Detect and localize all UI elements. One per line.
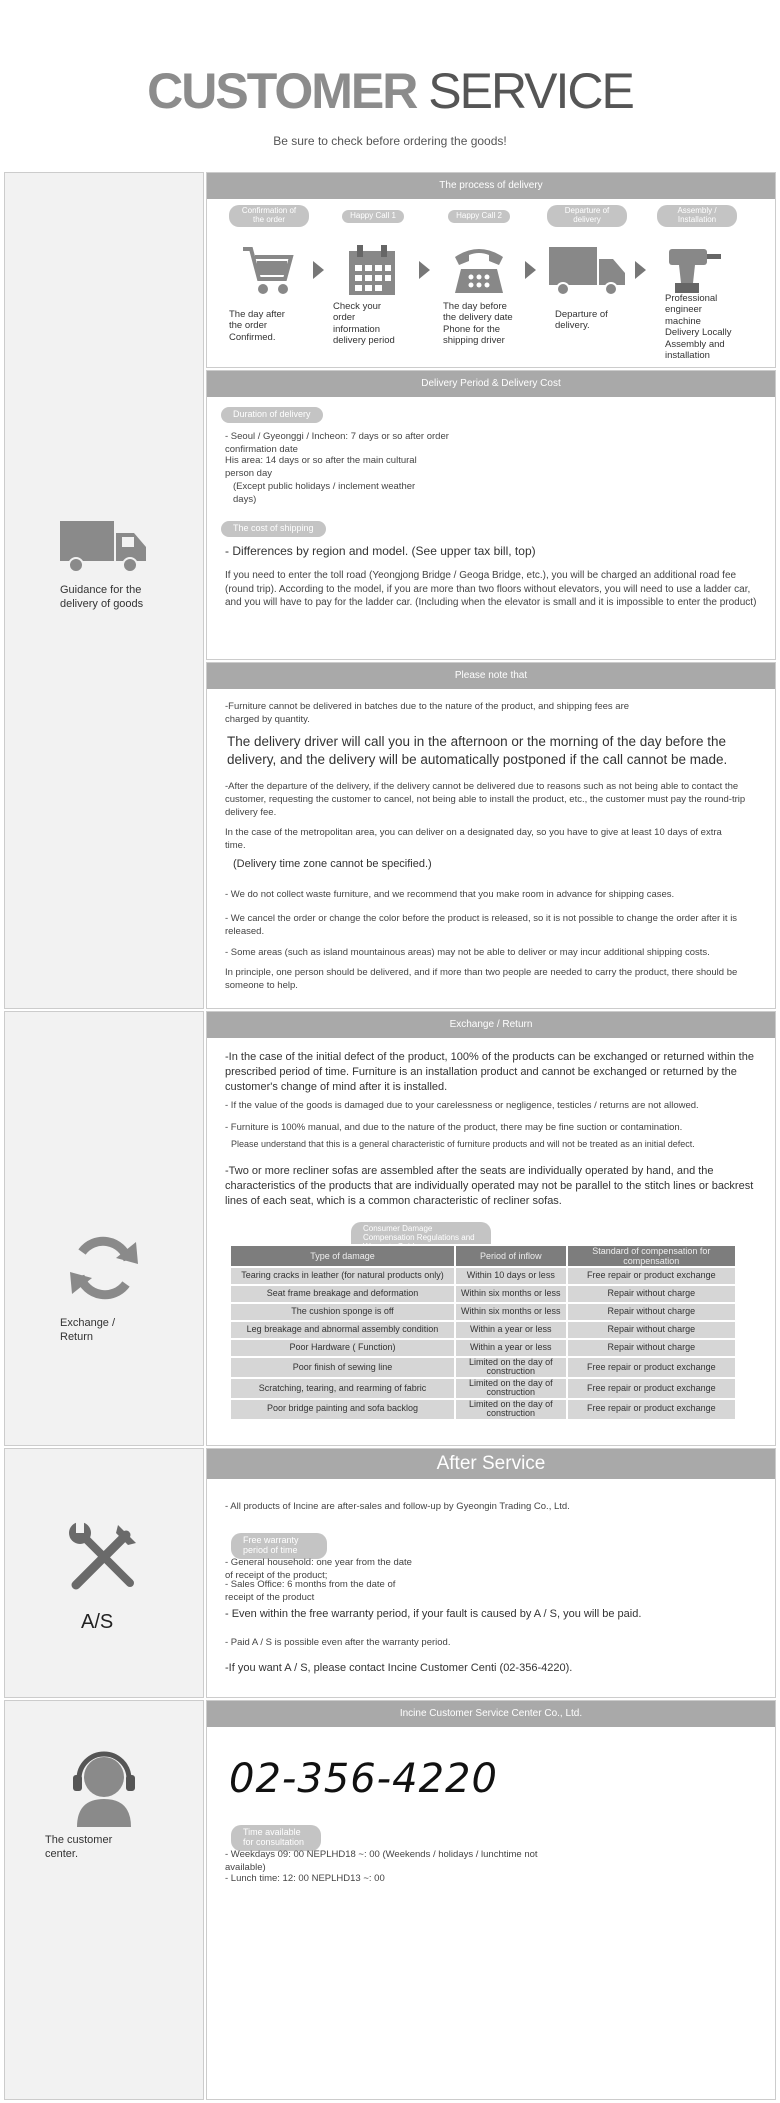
table-header: Type of damage — [230, 1245, 455, 1267]
exchange-para-1: -In the case of the initial defect of the product, 100% of the products can be exchanged or returned within the prescribed period of time. Furniture is an installation product and cannot be exchanged or returned by the customer's change of mind after it is installed. — [225, 1051, 754, 1093]
table-cell: Free repair or product exchange — [567, 1399, 736, 1420]
table-row — [230, 1339, 736, 1357]
delivery-section — [4, 172, 776, 1009]
table-cell: Seat frame breakage and deformation — [230, 1285, 455, 1303]
step-pill: Confirmation of the order — [229, 205, 309, 227]
table-row — [230, 1399, 736, 1420]
process-panel — [206, 172, 776, 368]
step-pill: Assembly / Installation — [657, 205, 737, 227]
note-5: - We do not collect waste furniture, and we recommend that you make room in advance for shipping cases. — [225, 889, 675, 900]
table-cell: Poor bridge painting and sofa backlog — [230, 1399, 455, 1420]
arrow-2 — [419, 261, 430, 279]
step-desc-2: The day before the delivery date Phone for the shipping driver — [443, 301, 513, 347]
table-cell: Limited on the day of construction — [455, 1399, 567, 1420]
table-cell: Free repair or product exchange — [567, 1267, 736, 1285]
exchange-bar: Exchange / Return — [207, 1012, 775, 1038]
table-row — [230, 1357, 736, 1378]
table-row — [230, 1303, 736, 1321]
exchange-sidebar — [4, 1011, 204, 1446]
as-section — [4, 1448, 776, 1698]
table-row — [230, 1267, 736, 1285]
step-desc-0: The day after the order Confirmed. — [229, 309, 285, 343]
step-happy-call-1 — [333, 205, 413, 223]
exchange-section — [4, 1011, 776, 1446]
note-3: In the case of the metropolitan area, you can deliver on a designated day, so you have to give at least 10 days of extra time. — [225, 827, 722, 851]
cart-icon — [241, 243, 295, 297]
table-cell: Tearing cracks in leather (for natural products only) — [230, 1267, 455, 1285]
as-bar: After Service — [207, 1449, 775, 1479]
note-4: (Delivery time zone cannot be specified.) — [233, 858, 432, 870]
table-cell: Free repair or product exchange — [567, 1357, 736, 1378]
exchange-line-2: - If the value of the goods is damaged due to your carelessness or negligence, testicles / returns are not allowed. — [225, 1100, 699, 1111]
table-cell: Within six months or less — [455, 1303, 567, 1321]
phone-number: 02-356-4220 — [229, 1756, 498, 1802]
cost-pill: The cost of shipping — [221, 521, 326, 537]
table-cell: The cushion sponge is off — [230, 1303, 455, 1321]
table-cell: Within six months or less — [455, 1285, 567, 1303]
as-line-paid: - Paid A / S is possible even after the warranty period. — [225, 1637, 451, 1648]
period-bar: Delivery Period & Delivery Cost — [207, 371, 775, 397]
refresh-icon — [66, 1230, 142, 1306]
note-8: In principle, one person should be delivered, and if more than two people are needed to carry the product, there should be someone to help. — [225, 967, 738, 991]
as-sidebar — [4, 1448, 204, 1698]
table-cell: Within a year or less — [455, 1339, 567, 1357]
center-section — [4, 1700, 776, 2100]
note-0: -Furniture cannot be delivered in batches due to the nature of the product, and shipping fees are charged by quantity. — [225, 701, 630, 725]
step-confirmation — [229, 205, 309, 227]
telephone-icon — [451, 243, 507, 297]
duration-line-1: His area: 14 days or so after the main cultural person day — [225, 455, 417, 479]
center-hours: - Weekdays 09: 00 NEPLHD18 ~: 00 (Weekends / holidays / lunchtime not available) — [225, 1849, 538, 1873]
consultation-pill: Time available for consultation — [231, 1825, 321, 1851]
table-header-row — [230, 1245, 736, 1267]
exchange-side-label: Exchange / Return — [60, 1317, 116, 1344]
step-departure — [547, 205, 627, 227]
step-desc-1: Check your order information delivery period — [333, 301, 395, 347]
as-panel — [206, 1448, 776, 1698]
center-bar: Incine Customer Service Center Co., Ltd. — [207, 1701, 775, 1727]
as-line-even: - Even within the free warranty period, if your fault is caused by A / S, you will be paid. — [225, 1608, 642, 1620]
table-cell: Poor finish of sewing line — [230, 1357, 455, 1378]
table-header: Standard of compensation for compensation — [567, 1245, 736, 1267]
table-cell: Repair without charge — [567, 1339, 736, 1357]
table-row — [230, 1378, 736, 1399]
duration-pill: Duration of delivery — [221, 407, 323, 423]
table-cell: Repair without charge — [567, 1285, 736, 1303]
arrow-1 — [313, 261, 324, 279]
headset-icon — [67, 1749, 141, 1829]
as-side-label: A/S — [81, 1611, 114, 1633]
center-sidebar — [4, 1700, 204, 2100]
table-cell: Within 10 days or less — [455, 1267, 567, 1285]
notes-bar: Please note that — [207, 663, 775, 689]
cost-line: - Differences by region and model. (See upper tax bill, top) — [225, 544, 536, 558]
step-happy-call-2 — [439, 205, 519, 223]
page-title — [0, 62, 780, 120]
arrow-4 — [635, 261, 646, 279]
table-cell: Repair without charge — [567, 1303, 736, 1321]
note-2: -After the departure of the delivery, if the delivery cannot be delivered due to reasons such as not being able to contact the customer, requesting the customer to cancel, not being able to install the product, etc., the customer must pay the round-trip delivery fee. — [225, 781, 746, 818]
table-pill: Consumer Damage Compensation Regulations and — [351, 1222, 491, 1254]
delivery-sidebar — [4, 172, 204, 1009]
step-pill: Happy Call 2 — [448, 210, 510, 223]
as-line-contact: -If you want A / S, please contact Incine Customer Centi (02-356-4220). — [225, 1662, 573, 1674]
note-6: - We cancel the order or change the color before the product is released, so it is not possible to change the order after it is released. — [225, 913, 738, 937]
arrow-3 — [525, 261, 536, 279]
table-cell: Poor Hardware ( Function) — [230, 1339, 455, 1357]
exchange-para-5: -Two or more recliner sofas are assembled after the seats are individually operated by hand, and the characteristics of the products that are individually operated may not be parallel to the stitch lines or backrest lines of each seat, which is a common characteristic of recliner sofas. — [225, 1165, 754, 1207]
step-assembly — [657, 205, 737, 227]
title-bold: CUSTOMER — [147, 63, 417, 119]
step-pill: Happy Call 1 — [342, 210, 404, 223]
notes-panel — [206, 662, 776, 1009]
page-header — [0, 0, 780, 170]
page-subtitle: Be sure to check before ordering the goods! — [273, 134, 507, 148]
tools-icon — [66, 1519, 142, 1595]
duration-line-2: (Except public holidays / inclement weather days) — [233, 481, 416, 505]
table-row — [230, 1321, 736, 1339]
exchange-panel — [206, 1011, 776, 1446]
table-cell: Limited on the day of construction — [455, 1357, 567, 1378]
center-panel — [206, 1700, 776, 2100]
compensation-table — [229, 1244, 737, 1421]
drill-icon — [665, 243, 725, 297]
step-desc-3: Departure of delivery. — [555, 309, 608, 332]
calendar-icon — [347, 243, 397, 297]
as-warranty-1: - Sales Office: 6 months from the date of receipt of the product — [225, 1579, 396, 1603]
as-warranty-0: - General household: one year from the date of receipt of the product; — [225, 1557, 412, 1581]
exchange-line-3: - Furniture is 100% manual, and due to the nature of the product, there may be fine suction or contamination. — [225, 1122, 683, 1133]
duration-line-0: - Seoul / Gyeonggi / Incheon: 7 days or so after order confirmation date — [225, 431, 449, 455]
center-lunch: - Lunch time: 12: 00 NEPLHD13 ~: 00 — [225, 1873, 385, 1884]
note-7: - Some areas (such as island mountainous areas) may not be able to deliver or may incur additional shipping costs. — [225, 947, 710, 958]
step-desc-4: Professional engineer machine Delivery Locally Assembly and installation — [665, 293, 732, 361]
table-cell: Leg breakage and abnormal assembly condition — [230, 1321, 455, 1339]
center-side-label: The customer center. — [45, 1834, 113, 1861]
title-light: SERVICE — [428, 63, 633, 119]
table-row — [230, 1285, 736, 1303]
as-line-1: - All products of Incine are after-sales and follow-up by Gyeongin Trading Co., Ltd. — [225, 1501, 570, 1512]
truck-icon — [58, 517, 150, 575]
period-panel — [206, 370, 776, 660]
exchange-line-4: Please understand that this is a general characteristic of furniture products and will not be treated as an initial defect. — [231, 1139, 695, 1149]
note-1: The delivery driver will call you in the afternoon or the morning of the day before the delivery, and the delivery will be automatically postponed if the call cannot be made. — [227, 734, 728, 768]
process-bar: The process of delivery — [207, 173, 775, 199]
table-cell: Scratching, tearing, and rearming of fabric — [230, 1378, 455, 1399]
table-cell: Limited on the day of construction — [455, 1378, 567, 1399]
cost-paragraph: If you need to enter the toll road (Yeongjong Bridge / Geoga Bridge, etc.), you will be charged an additional road fee (round trip). According to the model, if you are more than two floors without elevators, you will need to use a ladder car, and you will have to pay for the ladder car. (Including when the elevator is small and it is impossible to enter the product) — [225, 570, 757, 608]
step-pill: Departure of delivery — [547, 205, 627, 227]
table-header: Period of inflow — [455, 1245, 567, 1267]
table-cell: Repair without charge — [567, 1321, 736, 1339]
table-cell: Within a year or less — [455, 1321, 567, 1339]
delivery-side-label: Guidance for the delivery of goods — [60, 584, 144, 611]
table-cell: Free repair or product exchange — [567, 1378, 736, 1399]
warranty-pill: Free warranty period of time — [231, 1533, 327, 1559]
delivery-truck-icon — [547, 245, 627, 299]
